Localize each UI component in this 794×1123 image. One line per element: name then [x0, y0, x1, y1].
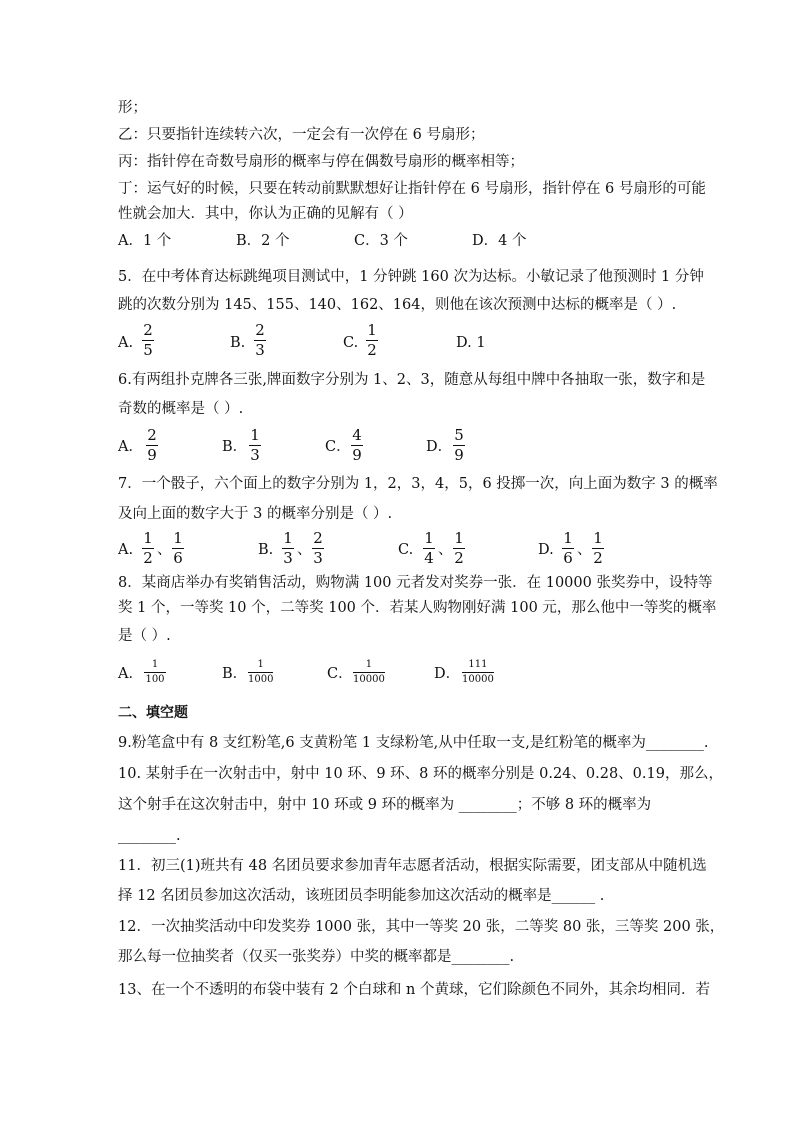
denominator: 9 — [352, 446, 362, 464]
numerator: 4 — [352, 426, 362, 444]
denominator: 9 — [454, 446, 464, 464]
q6-option-b-fraction — [249, 427, 261, 464]
q5-option-b-fraction — [254, 322, 266, 359]
numerator: 1 — [367, 321, 377, 339]
denominator: 3 — [250, 446, 260, 464]
q7-option-d-fraction-2 — [592, 530, 604, 567]
q10-line-3: ________. — [118, 828, 181, 844]
q7-option-b-label: B. — [258, 542, 274, 558]
numerator: 2 — [313, 529, 323, 547]
q7-option-a-fraction-2 — [172, 530, 184, 567]
q7-option-b-fraction-2 — [312, 530, 324, 567]
q7-option-d-fraction-1 — [562, 530, 574, 567]
numerator: 1 — [257, 659, 264, 670]
denominator: 3 — [283, 549, 293, 567]
q7-option-a-separator: 、 — [157, 542, 172, 558]
q8-line-2: 奖 1 个，一等奖 10 个，二等奖 100 个．若某人购物刚好满 100 元，那么他中一等奖的概率 — [118, 600, 717, 616]
q6-line-2: 奇数的概率是（ ）. — [118, 401, 244, 417]
q12-line-1: 12．一次抽奖活动中印发奖券 1000 张，其中一等奖 20 张，二等奖 80 张，三等奖 200 张， — [118, 919, 725, 935]
q7-line-2: 及向上面的数字大于 3 的概率分别是（ ）. — [118, 506, 393, 522]
q4-option-d: D．4 个 — [472, 233, 527, 249]
q6-option-a-fraction — [146, 427, 158, 464]
q8-option-b-fraction — [248, 659, 273, 686]
q4-continuation-line: 形； — [118, 100, 147, 116]
numerator: 1 — [283, 529, 293, 547]
denominator: 2 — [367, 341, 377, 359]
q5-option-b-label: B. — [230, 335, 246, 351]
q6-option-c-label: C． — [325, 439, 351, 455]
denominator: 2 — [143, 549, 153, 567]
q5-option-a-label: A. — [118, 335, 134, 351]
section-heading-fill-in: 二、填空题 — [118, 705, 188, 721]
q4-option-a: A．1 个 — [118, 233, 172, 249]
q7-option-a-fraction-1 — [142, 530, 154, 567]
q11-line-1: 11．初三(1)班共有 48 名团员要求参加青年志愿者活动，根据实际需要，团支部从中随机选 — [118, 858, 707, 874]
numerator: 1 — [250, 426, 260, 444]
q7-option-c-fraction-2 — [453, 530, 465, 567]
denominator: 3 — [313, 549, 323, 567]
numerator: 111 — [468, 659, 488, 670]
denominator: 3 — [255, 341, 265, 359]
numerator: 1 — [151, 659, 159, 670]
q6-option-b-label: B． — [222, 439, 248, 455]
q5-line-1: 5．在中考体育达标跳绳项目测试中，1 分钟跳 160 次为达标。小敏记录了他预测时 1 分钟 — [118, 269, 704, 285]
q7-option-c-label: C. — [398, 542, 414, 558]
denominator: 10000 — [462, 674, 494, 685]
denominator: 9 — [147, 446, 157, 464]
q8-option-a-label: A． — [118, 666, 143, 682]
q6-option-c-fraction — [351, 427, 363, 464]
q8-option-b-label: B． — [222, 666, 248, 682]
numerator: 1 — [424, 529, 434, 547]
denominator: 4 — [424, 549, 434, 567]
q7-option-b-separator: 、 — [297, 542, 312, 558]
q4-statement-bing: 丙：指针停在奇数号扇形的概率与停在偶数号扇形的概率相等； — [118, 154, 524, 170]
q12-line-2: 那么每一位抽奖者（仅买一张奖券）中奖的概率都是________. — [118, 949, 515, 965]
numerator: 1 — [563, 529, 573, 547]
q6-line-1: 6.有两组扑克牌各三张,牌面数字分别为 1、2、3，随意从每组中牌中各抽取一张，数字和是 — [118, 372, 706, 388]
q8-line-3: 是（ ）. — [118, 628, 171, 644]
q6-option-a-label: A． — [118, 439, 143, 455]
denominator: 2 — [454, 549, 464, 567]
q8-option-d-label: D． — [434, 666, 461, 682]
numerator: 1 — [454, 529, 464, 547]
q7-option-c-fraction-1 — [423, 530, 435, 567]
numerator: 1 — [143, 529, 153, 547]
q7-option-d-separator: 、 — [577, 542, 592, 558]
q5-line-2: 跳的次数分别为 145、155、140、162、164，则他在该次预测中达标的概率是（ ）. — [118, 297, 677, 313]
q8-option-d-fraction — [462, 659, 494, 686]
numerator: 2 — [255, 321, 265, 339]
q8-option-c-label: C． — [327, 666, 353, 682]
denominator: 10000 — [353, 674, 385, 685]
denominator: 5 — [143, 341, 153, 359]
denominator: 1000 — [248, 674, 274, 685]
q4-option-b: B．2 个 — [236, 233, 290, 249]
numerator: 2 — [143, 321, 153, 339]
q11-line-2: 择 12 名团员参加这次活动，该班团员李明能参加这次活动的概率是______ . — [118, 888, 605, 904]
numerator: 5 — [454, 426, 464, 444]
q4-option-c: C．3 个 — [354, 233, 408, 249]
numerator: 1 — [593, 529, 603, 547]
denominator: 6 — [173, 549, 183, 567]
q5-option-c-fraction — [366, 322, 378, 359]
q7-option-d-label: D. — [538, 542, 554, 558]
numerator: 1 — [173, 529, 183, 547]
q7-option-c-separator: 、 — [438, 542, 453, 558]
q8-option-c-fraction — [353, 659, 385, 686]
q13-line-1: 13、在一个不透明的布袋中装有 2 个白球和 n 个黄球，它们除颜色不同外，其余均相同．若 — [118, 982, 710, 998]
q5-option-a-fraction — [142, 322, 154, 359]
q8-line-1: 8．某商店举办有奖销售活动，购物满 100 元者发对奖券一张．在 10000 张奖券中，设特等 — [118, 575, 713, 591]
numerator: 2 — [147, 426, 157, 444]
q10-line-1: 10. 某射手在一次射击中，射中 10 环、9 环、8 环的概率分别是 0.24、0.28、0.19，那么， — [118, 766, 723, 782]
denominator: 2 — [593, 549, 603, 567]
q10-line-2: 这个射手在这次射击中，射中 10 环或 9 环的概率为 ________；不够 8 环的概率为 — [118, 797, 652, 813]
q5-option-d: D. 1 — [456, 335, 486, 351]
q9-line: 9.粉笔盒中有 8 支红粉笔,6 支黄粉笔 1 支绿粉笔,从中任取一支,是红粉笔的概率为________. — [118, 735, 709, 751]
q4-statement-ding: 丁：运气好的时候，只要在转动前默默想好让指针停在 6 号扇形，指针停在 6 号扇形的可能 — [118, 181, 706, 197]
q4-statement-yi: 乙：只要指针连续转六次，一定会有一次停在 6 号扇形； — [118, 127, 485, 143]
q4-question-line: 性就会加大．其中，你认为正确的见解有（ ） — [118, 206, 413, 222]
numerator: 1 — [365, 659, 373, 670]
q7-line-1: 7．一个骰子，六个面上的数字分别为 1，2，3，4，5，6 投掷一次，向上面为数字 3 的概率 — [118, 476, 718, 492]
q6-option-d-fraction — [453, 427, 465, 464]
denominator: 6 — [563, 549, 573, 567]
q6-option-d-label: D． — [426, 439, 453, 455]
q7-option-a-label: A. — [118, 542, 134, 558]
denominator: 100 — [145, 674, 165, 685]
q5-option-c-label: C. — [343, 335, 359, 351]
q8-option-a-fraction — [144, 659, 166, 686]
q7-option-b-fraction-1 — [282, 530, 294, 567]
